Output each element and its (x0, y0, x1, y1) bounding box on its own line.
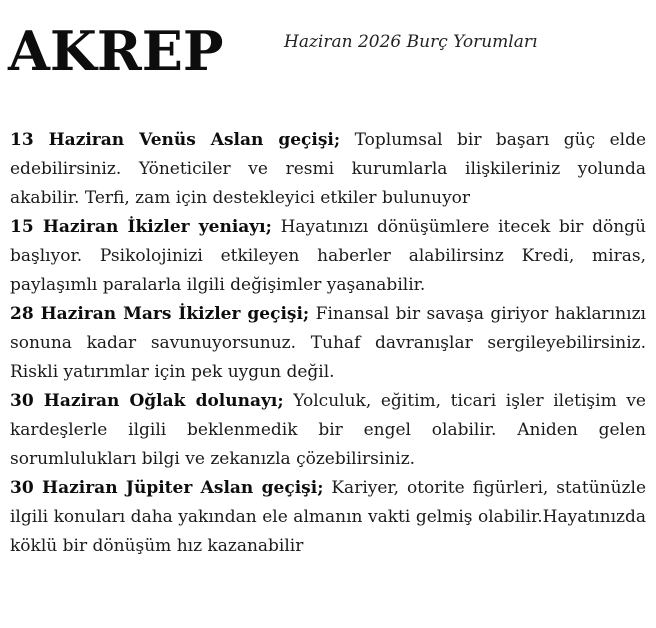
entry-mars-gemini (10, 300, 646, 387)
entry-gemini-new-moon (10, 213, 646, 300)
page-title: AKREP (8, 19, 224, 83)
entry-jupiter-leo (10, 474, 646, 561)
entry-capricorn-full-moon (10, 387, 646, 474)
page-header (0, 0, 656, 118)
entry-text: Toplumsal bir başarı güç elde edebilirsiniz. Yöneticiler ve resmi kurumlarla ilişkileriniz yolunda akabilir. Terfi, zam için destekleyici etkiler bulunuyor (10, 130, 647, 208)
horoscope-entries (10, 126, 646, 561)
entry-text: Yolculuk, eğitim, ticari işler iletişim ve kardeşlerle ilgili beklenmedik bir engel olabilir. Aniden gelen sorumlulukları bilgi ve zekanızla çözebilirsiniz. (10, 391, 646, 469)
entry-text: Hayatınızı dönüşümlere itecek bir döngü başlıyor. Psikolojinizi etkileyen haberler alabilirsinz Kredi, miras, paylaşımlı paralarla ilgili değişimler yaşanabilir. (10, 217, 646, 295)
entry-heading: 30 Haziran Oğlak dolunayı; (10, 391, 284, 411)
entry-venus-leo (10, 126, 646, 213)
entry-text: Kariyer, otorite figürleri, statünüzle ilgili konuları daha yakından ele almanın vakti gelmiş olabilir.Hayatınızda köklü bir dönüşüm hız kazanabilir (10, 478, 647, 556)
page-subtitle: Haziran 2026 Burç Yorumları (284, 32, 538, 52)
entry-heading: 15 Haziran İkizler yeniayı; (10, 217, 272, 237)
entry-heading: 28 Haziran Mars İkizler geçişi; (10, 304, 310, 324)
entry-text: Finansal bir savaşa giriyor haklarınızı sonuna kadar savunuyorsunuz. Tuhaf davranışlar sergileyebilirsiniz. Riskli yatırımlar için pek uygun değil. (10, 304, 646, 382)
entry-heading: 30 Haziran Jüpiter Aslan geçişi; (10, 478, 324, 498)
entry-heading: 13 Haziran Venüs Aslan geçişi; (10, 130, 341, 150)
